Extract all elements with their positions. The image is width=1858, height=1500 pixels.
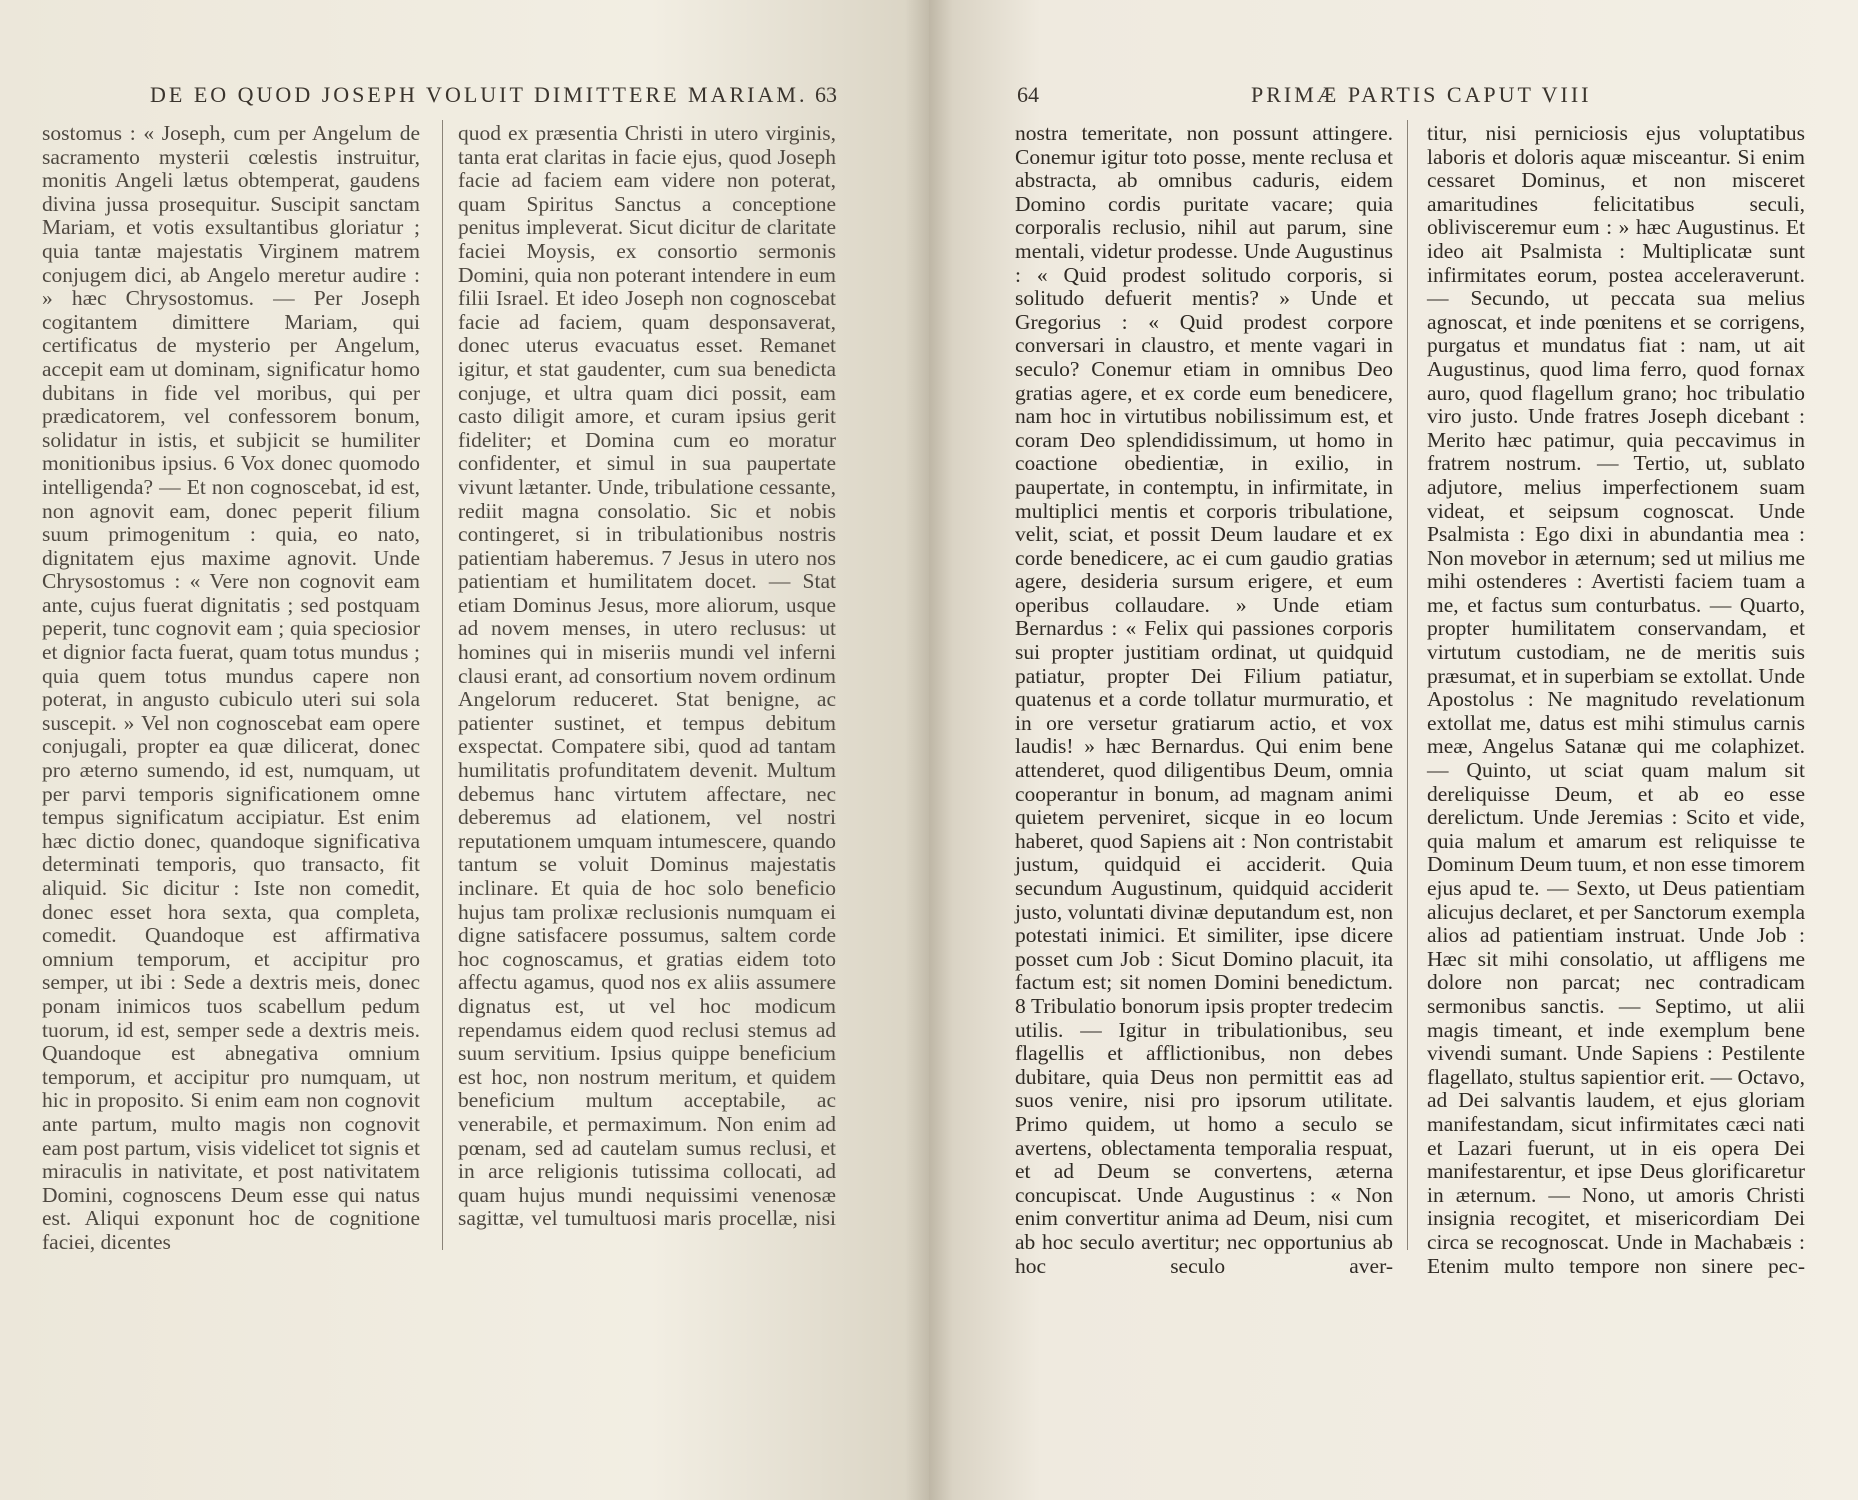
text-column-1: nostra temeritate, non possunt attingere. Conemur igitur toto posse, mente reclusa et abstracta, ab omnibus caduris, eidem Domino cordis puritate vacare; quia corporalis reclusio, nihil aut parum, sine mentali, videtur prodesse. Unde Augustinus : « Quid prodest solitudo corporis, si solitudo defuerit mentis? » Unde et Gregorius : « Quid prodest corpore conversari in claustro, et mente vagari in seculo? Conemur etiam in omnibus Deo gratias agere, et ex corde eum benedicere, nam hoc in virtutibus nobilissimum est, et coram Deo splendidissimum, ut homo in coactione obedientiæ, in exilio, in paupertate, in contemptu, in infirmitate, in multiplici mentis et corporis tribulatione, velit, sciat, et possit Deum laudare et ex corde benedicere, ac ei cum gaudio gratias agere, desideria sursum erigere, et eum operibus collaudare. » Unde etiam Bernardus : « Felix qui passiones corporis sui propter justitiam ordinat, ut quidquid patiatur, propter Dei Filium patiatur, quatenus et a corde tollatur murmuratio, et in ore versetur gratiarum actio, et vox laudis! » hæc Bernardus. Qui enim bene attenderet, quod diligentibus Deum, omnia cooperantur in bonum, ad magnam animi quietem perveniret, sicque in eo locum haberet, quod Sapiens ait : Non contristabit justum, quidquid ei acciderit. Quia secundum Augustinum, quidquid acciderit justo, voluntati divinæ deputandum est, non potestati inimici. Et similiter, ipse dicere posset cum Job : Sicut Domino placuit, ita factum est; sit nomen Domini benedictum. 8 Tribulatio bonorum ipsis propter tredecim utilis. — Igitur in tribulationibus, seu flagellis et afflictionibus, non debes dubitare, quia Deus non permittit eas ad suos venire, nisi pro ipsorum utilitate. Primo quidem, ut homo a seculo se avertens, oblectamenta temporalia respuat, et ad Deum se convertens, æterna concupiscat. Unde Augustinus : « Non enim convertitur anima ad Deum, nisi cum ab hoc seculo avertitur; nec opportunius ab hoc seculo aver-	[1015, 121, 1393, 1278]
book-gutter	[905, 0, 953, 1500]
running-head: PRIMÆ PARTIS CAPUT VIII	[1251, 82, 1592, 107]
column-rule	[442, 120, 443, 1250]
text-column-1: sostomus : « Joseph, cum per Angelum de sacramento mysterii cœlestis instruitur, monitis Angeli lætus obtemperat, gaudens divina jussa prosequitur. Suscipit sanctam Mariam, et votis exsultantibus gloriatur ; quia tantæ majestatis Virginem matrem conjugem dici, ab Angelo meretur audire : » hæc Chrysostomus. — Per Joseph cogitantem dimittere Mariam, qui certificatus de mysterio per Angelum, accepit eam ut dominam, significatur homo dubitans in fide vel moribus, qui per prædicatorem, vel confessorem bonum, solidatur in istis, et subjicit se humiliter monitionibus ipsius. 6 Vox donec quomodo intelligenda? — Et non cognoscebat, id est, non agnovit eam, donec peperit filium suum primogenitum : quia, eo nato, dignitatem ejus maxime agnovit. Unde Chrysostomus : « Vere non cognovit eam ante, cujus fuerat dignitatis ; sed postquam peperit, tunc cognovit eam ; quia speciosior et dignior facta fuerat, quam totus mundus ; quia quem totus mundus capere non poterat, in angusto cubiculo uteri sui sola suscepit. » Vel non cognoscebat eam opere conjugali, propter ea quæ dilicerat, donec pro æterno sumendo, id est, numquam, ut per parvi temporis significationem omne tempus significatum accipiatur. Est enim hæc dictio donec, quandoque significativa determinati temporis, quo transacto, fit aliquid. Sic dicitur : Iste non comedit, donec esset hora sexta, qua completa, comedit. Quandoque est affirmativa omnium temporum, et accipitur pro semper, ut ibi : Sede a dextris meis, donec ponam inimicos tuos scabellum pedum tuorum, id est, semper sede a dextris meis. Quandoque est abnegativa omnium temporum, et accipitur pro numquam, ut hic in proposito. Si enim eam non cognovit ante partum, multo magis non cognovit eam post partum, visis videlicet tot signis et miraculis in nativitate, et post nativitatem Domini, cognoscens Deum esse qui natus est. Aliqui exponunt hoc de cognitione faciei, dicentes	[42, 121, 420, 1254]
column-rule	[1407, 120, 1408, 1250]
page-number: 63	[815, 82, 837, 107]
text-column-2: quod ex præsentia Christi in utero virginis, tanta erat claritas in facie ejus, quod Joseph facie ad faciem eam videre non poterat, quam Spiritus Sanctus a conceptione penitus impleverat. Sicut dicitur de claritate faciei Moysis, ex consortio sermonis Domini, quia non poterant intendere in eum filii Israel. Et ideo Joseph non cognoscebat facie ad faciem, quam desponsaverat, donec uterus evacuatus esset. Remanet igitur, et stat gaudenter, cum sua benedicta conjuge, et ultra quam dici possit, eam casto diligit amore, et curam ipsius gerit fideliter; et Domina cum eo moratur confidenter, et simul in sua paupertate vivunt lætanter. Unde, tribulatione cessante, rediit magna consolatio. Sic et nobis contingeret, si in tribulationibus nostris patientiam haberemus. 7 Jesus in utero nos patientiam et humilitatem docet. — Stat etiam Dominus Jesus, more aliorum, usque ad novem menses, in utero reclusus: ut homines qui in miseriis mundi vel inferni clausi erant, ad consortium novem ordinum Angelorum reduceret. Stat benigne, ac patienter sustinet, et tempus debitum exspectat. Compatere sibi, quod ad tantam humilitatis profunditatem devenit. Multum debemus hanc virtutem affectare, nec deberemus ad elationem, vel nostri reputationem umquam intumescere, quando tantum se voluit Dominus majestatis inclinare. Et quia de hoc solo beneficio hujus tam prolixæ reclusionis numquam ei digne satisfacere possumus, saltem corde hoc cognoscamus, et gratias eidem toto affectu agamus, quod nos ex aliis assumere dignatus est, ut vel hoc modicum rependamus eidem quod reclusi stemus ad suum servitium. Ipsius quippe beneficium est hoc, non nostrum meritum, et quidem beneficium multum acceptabile, ac venerabile, et permaximum. Non enim ad pœnam, sed ad cautelam sumus reclusi, et in arce religionis tutissima collocati, ad quam hujus mundi nequissimi venenosæ sagittæ, vel tumultuosi maris procellæ, nisi	[458, 121, 836, 1231]
right-page	[929, 0, 1858, 1500]
page-number: 64	[1017, 82, 1039, 107]
text-column-2: titur, nisi perniciosis ejus voluptatibus laboris et doloris aquæ misceantur. Si enim cessaret Dominus, et non misceret amaritudines felicitatibus seculi, oblivisceremur eum : » hæc Augustinus. Et ideo ait Psalmista : Multiplicatæ sunt infirmitates eorum, postea acceleraverunt. — Secundo, ut peccata sua melius agnoscat, et inde pœnitens et se corrigens, purgatus et mundatus fiat : nam, ut ait Augustinus, quod lima ferro, quod fornax auro, quod flagellum grano; hoc tribulatio viro justo. Unde fratres Joseph dicebant : Merito hæc patimur, quia peccavimus in fratrem nostrum. — Tertio, ut, sublato adjutore, melius imperfectionem suam videat, et seipsum cognoscat. Unde Psalmista : Ego dixi in abundantia mea : Non movebor in æternum; sed ut milius me mihi ostenderes : Avertisti faciem tuam a me, et factus sum conturbatus. — Quarto, propter humilitatem conservandam, et virtutum custodiam, ne de meritis suis præsumat, et in superbiam se extollat. Unde Apostolus : Ne magnitudo revelationum extollat me, datus est mihi stimulus carnis meæ, Angelus Satanæ qui me colaphizet. — Quinto, ut sciat quam malum sit dereliquisse Deum, et ab eo esse derelictum. Unde Jeremias : Scito et vide, quia malum et amarum est reliquisse te Dominum Deum tuum, et non esse timorem ejus apud te. — Sexto, ut Deus patientiam alicujus declaret, et per Sanctorum exempla alios ad patientiam instruat. Unde Job : Hæc sit mihi consolatio, ut affligens me dolore non parcat; nec contradicam sermonibus sanctis. — Septimo, ut alii magis timeant, et inde exemplum bene vivendi sumant. Unde Sapiens : Pestilente flagellato, stultus sapientior erit. — Octavo, ad Dei salvantis laudem, et ejus gloriam manifestandam, sicut infirmitates cæci nati et Lazari fuerunt, ut in eis opera Dei manifestarentur, et ipse Deus glorificaretur in æternum. — Nono, ut amoris Christi insignia recogitet, et misericordiam Dei circa se recognoscat. Unde in Machabæis : Etenim multo tempore non sinere pec-	[1427, 121, 1805, 1278]
running-head: DE EO QUOD JOSEPH VOLUIT DIMITTERE MARIAM.	[150, 82, 808, 107]
